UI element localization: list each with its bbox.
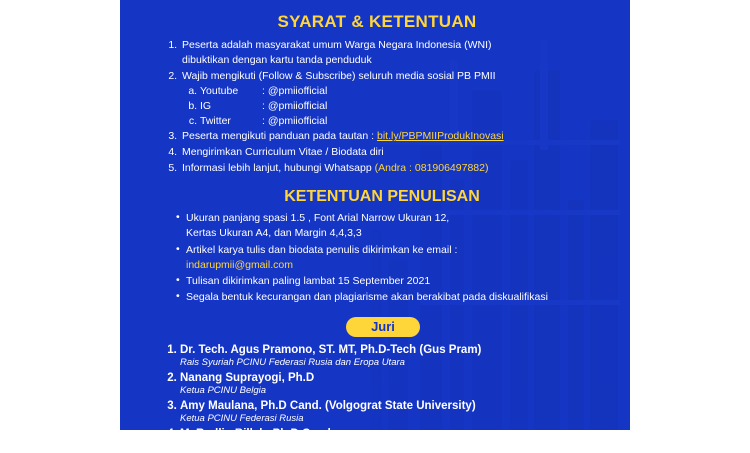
right-margin: [630, 0, 750, 430]
terms-list: [146, 38, 608, 176]
terms-item: [180, 145, 608, 160]
social-media-item: [200, 99, 608, 114]
jury-list: [146, 343, 608, 453]
social-label: c. Twitter: [200, 114, 231, 127]
writing-rules-title: KETENTUAN PENULISAN: [284, 188, 480, 206]
jury-member-role: Rais Syuriah PCINU Federasi Rusia dan Eropa Utara: [180, 357, 405, 369]
jury-member-name: Nanang Suprayogi, Ph.D: [180, 372, 315, 385]
social-media-list: [182, 84, 608, 129]
terms-item-subtext: dibuktikan dengan kartu tanda penduduk: [182, 53, 372, 66]
writing-rule-subtext: Kertas Ukuran A4, dan Margin 4,4,3,3: [186, 227, 362, 240]
terms-item: [180, 69, 608, 129]
social-media-item: [200, 114, 608, 129]
writing-rule-item: [176, 290, 608, 305]
terms-item: [180, 129, 608, 144]
poster-body: [120, 0, 630, 453]
writing-rule-item: [176, 243, 608, 273]
writing-rule-text: Ukuran panjang spasi 1.5 , Font Arial Narrow Ukuran 12,: [186, 212, 450, 225]
terms-item: [180, 161, 608, 176]
submission-email[interactable]: indarupmii@gmail.com: [186, 258, 293, 271]
writing-rules-list: [146, 211, 608, 305]
jury-member: [180, 371, 608, 397]
social-handle: : @pmiiofficial: [262, 84, 328, 97]
terms-title: SYARAT & KETENTUAN: [277, 12, 477, 31]
writing-rule-item: [176, 211, 608, 241]
terms-item-text: Mengirimkan Curriculum Vitae / Biodata diri: [182, 146, 384, 159]
jury-member: [180, 399, 608, 425]
jury-member-name: Amy Maulana, Ph.D Cand. (Volgograt State University): [180, 400, 476, 413]
social-media-item: [200, 84, 608, 99]
jury-member: [180, 343, 608, 369]
poster-content: [120, 0, 630, 453]
social-handle: : @pmiiofficial: [262, 99, 328, 112]
jury-member-name: Dr. Tech. Agus Pramono, ST. MT, Ph.D-Tech (Gus Pram): [180, 344, 482, 357]
terms-item-text: Peserta mengikuti panduan pada tautan :: [182, 130, 375, 143]
whatsapp-contact[interactable]: (Andra : 081906497882): [374, 162, 489, 175]
left-margin: [0, 0, 120, 430]
jury-member: [180, 427, 608, 453]
social-handle: : @pmiiofficial: [262, 114, 328, 127]
terms-item: [180, 38, 608, 68]
writing-rule-item: [176, 274, 608, 289]
writing-rule-text: Segala bentuk kecurangan dan plagiarisme akan berakibat pada diskualifikasi: [186, 291, 548, 304]
jury-badge: Juri: [346, 317, 420, 337]
terms-item-text: Wajib mengikuti (Follow & Subscribe) seluruh media sosial PB PMII: [182, 69, 496, 82]
social-label: a. Youtube: [200, 84, 239, 97]
terms-item-text: Informasi lebih lanjut, hubungi Whatsapp: [182, 162, 372, 175]
guideline-link[interactable]: bit.ly/PBPMIIProdukInovasi: [376, 130, 504, 143]
jury-member-role: Ketua PCINU Belgia: [180, 385, 267, 397]
terms-item-text: Peserta adalah masyarakat umum Warga Negara Indonesia (WNI): [182, 39, 492, 51]
writing-rule-text: Artikel karya tulis dan biodata penulis dikirimkan ke email :: [186, 243, 458, 256]
jury-member-role: Ketua PCINU Jerman: [180, 441, 272, 453]
jury-member-role: Ketua PCINU Federasi Rusia: [180, 413, 304, 425]
writing-rule-text: Tulisan dikirimkan paling lambat 15 September 2021: [186, 275, 431, 288]
jury-member-name: M. Rodlin Billah, Ph.D Cand.: [180, 428, 334, 441]
social-label: b. IG: [200, 99, 212, 112]
